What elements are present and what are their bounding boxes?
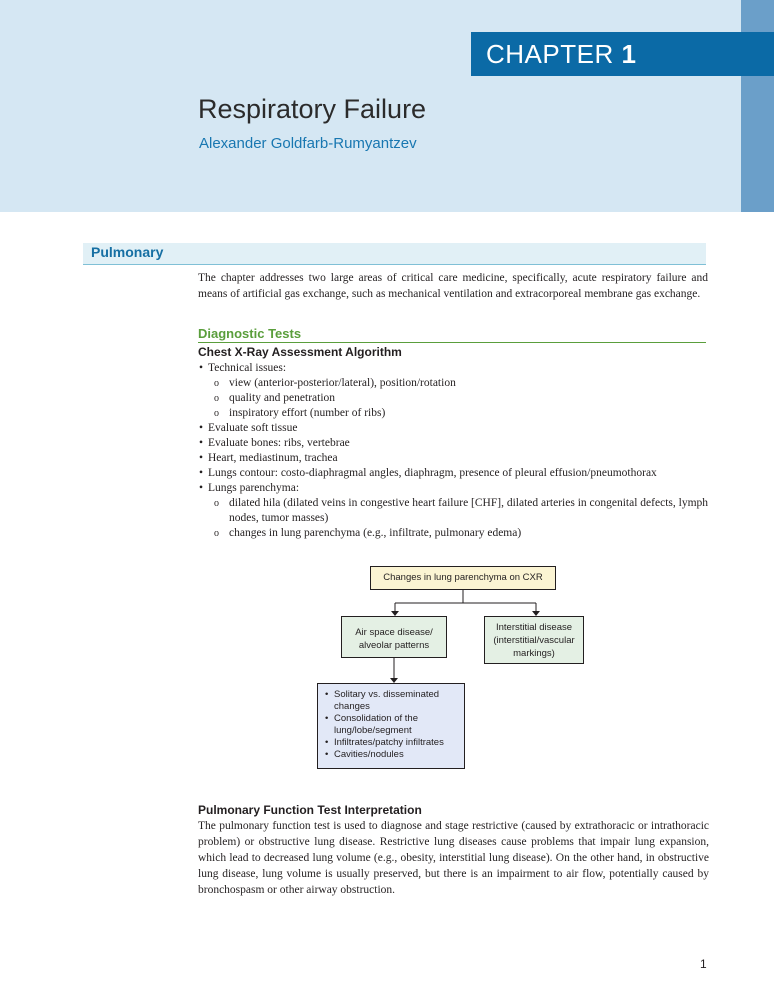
- sub-list-item: o dilated hila (dilated veins in congestive heart failure [CHF], dilated arteries in congenital defects, lymph nodes, tumor masses): [208, 496, 710, 526]
- cxr-algorithm-heading: Chest X-Ray Assessment Algorithm: [198, 345, 402, 359]
- flowchart-bullet: • Cavities/nodules: [325, 749, 464, 761]
- sub-list-item: o quality and penetration: [208, 391, 710, 406]
- sub-list-item: o inspiratory effort (number of ribs): [208, 406, 710, 421]
- list-item: • Evaluate soft tissue: [198, 421, 710, 436]
- list-item: • Technical issues: o view (anterior-posterior/lateral), position/rotation o quality and penetration o inspiratory effort (number of ribs): [198, 361, 710, 421]
- flowchart-airspace-node: Air space disease/ alveolar patterns: [341, 616, 447, 658]
- chapter-title: Respiratory Failure: [198, 94, 427, 124]
- section-heading-bar: [83, 243, 706, 265]
- flowchart-interstitial-node: Interstitial disease (interstitial/vascular markings): [484, 616, 584, 664]
- list-item: • Lungs contour: costo-diaphragmal angles, diaphragm, presence of pleural effusion/pneumothorax: [198, 466, 710, 481]
- chapter-word: CHAPTER: [486, 39, 614, 69]
- intro-paragraph: The chapter addresses two large areas of critical care medicine, specifically, acute respiratory failure and means of artificial gas exchange, such as mechanical ventilation and extracorporeal membrane gas exchange.: [198, 272, 708, 300]
- pft-heading: Pulmonary Function Test Interpretation: [198, 803, 422, 817]
- page-number: 1: [700, 957, 707, 971]
- list-item: • Evaluate bones: ribs, vertebrae: [198, 436, 710, 451]
- sub-list-item: o changes in lung parenchyma (e.g., infiltrate, pulmonary edema): [208, 526, 710, 541]
- flowchart-bullet: • Infiltrates/patchy infiltrates: [325, 737, 464, 749]
- cxr-checklist: [198, 361, 710, 541]
- flowchart-bullet: • Solitary vs. disseminated changes: [325, 689, 464, 713]
- list-item: • Lungs parenchyma: o dilated hila (dilated veins in congestive heart failure [CHF], dilated arteries in congenital defects, lymph nodes, tumor masses) o changes in lung parenchyma (e.g., infiltrate, pulmonary edema): [198, 481, 710, 541]
- chapter-author: Alexander Goldfarb-Rumyantzev: [199, 135, 417, 152]
- section-title: Pulmonary: [91, 244, 164, 260]
- flowchart-bullet: • Consolidation of the lung/lobe/segment: [325, 713, 464, 737]
- list-item: • Heart, mediastinum, trachea: [198, 451, 710, 466]
- chapter-number: 1: [621, 39, 637, 69]
- chapter-label: [471, 32, 774, 76]
- flowchart-detail-node: [317, 683, 465, 769]
- diagnostic-tests-heading: Diagnostic Tests: [198, 326, 706, 343]
- sub-list-item: o view (anterior-posterior/lateral), position/rotation: [208, 376, 710, 391]
- flowchart-root-node: Changes in lung parenchyma on CXR: [370, 566, 556, 590]
- pft-paragraph: The pulmonary function test is used to diagnose and stage restrictive (caused by extrathoracic or intrathoracic problem) or obstructive lung disease. Restrictive lung diseases cause problems that impair lung expansion, which lead to decreased lung volume (e.g., obesity, interstitial lung disease). On the other hand, in obstructive lung disease, lung volume is usually preserved, but there is an impairment to air flow, potentially caused by bronchospasm or other airway obstruction.: [198, 820, 709, 896]
